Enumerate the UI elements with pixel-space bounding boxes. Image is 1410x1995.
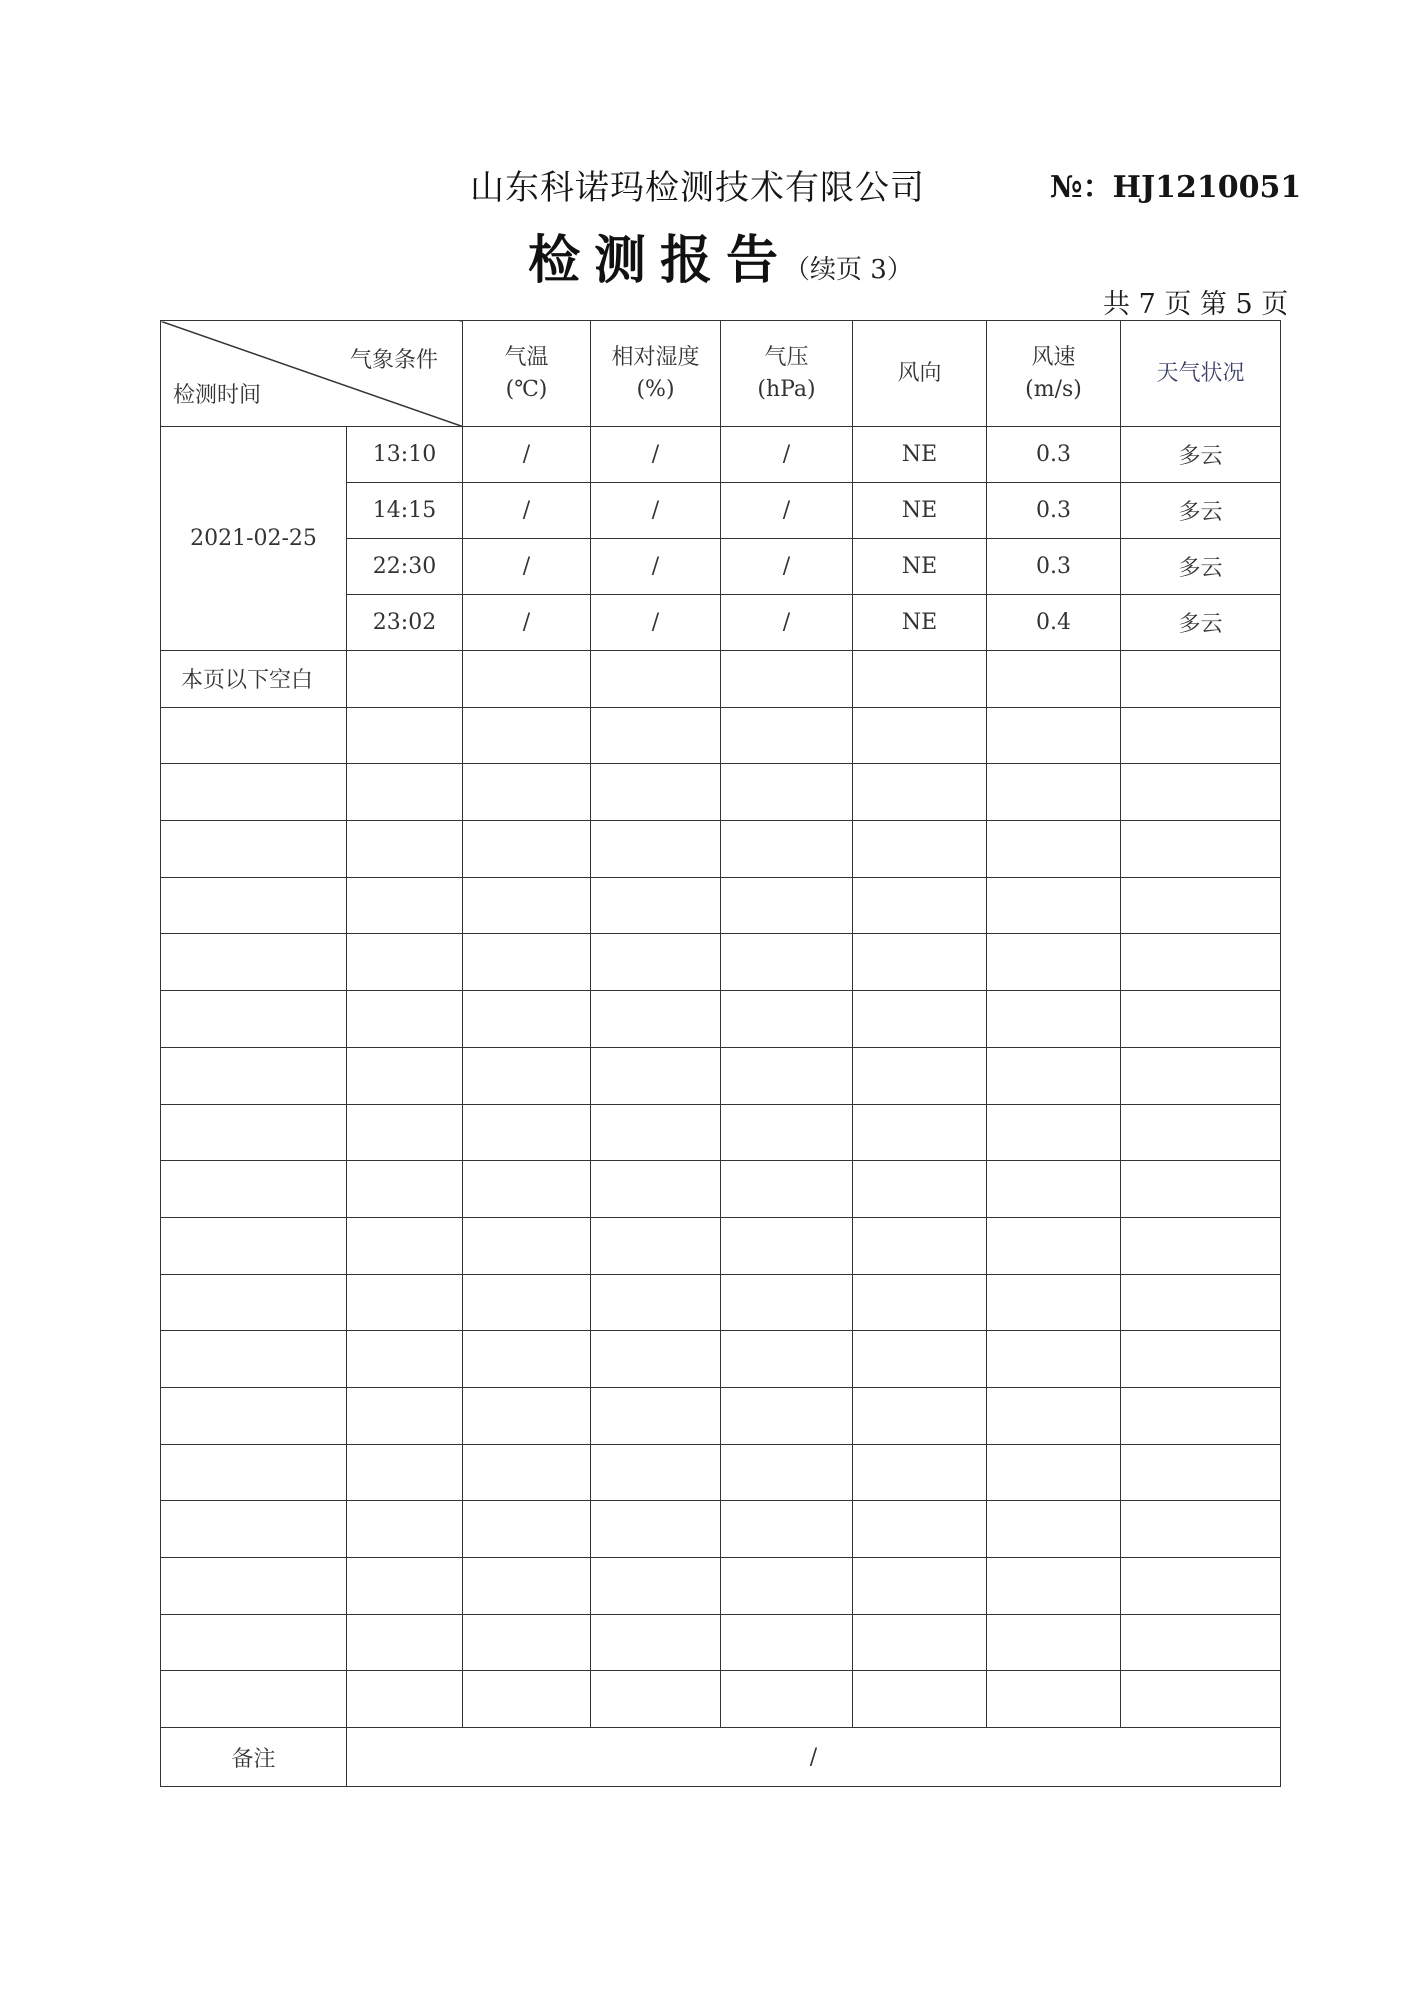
- blank-cell: [721, 1104, 853, 1161]
- blank-cell: [853, 1047, 987, 1104]
- blank-row: [161, 764, 1281, 821]
- pressure-cell: /: [721, 539, 853, 595]
- blank-cell: [591, 1501, 721, 1558]
- blank-cell: [853, 707, 987, 764]
- header-wind-speed-name: 风速: [1031, 344, 1076, 370]
- blank-cell: [463, 1274, 591, 1331]
- blank-cell: [347, 1501, 463, 1558]
- blank-cell: [591, 764, 721, 821]
- humidity-cell: /: [591, 595, 721, 651]
- blank-cell: [721, 821, 853, 878]
- blank-cell: [1121, 821, 1281, 878]
- blank-cell: [347, 1217, 463, 1274]
- blank-cell: [721, 877, 853, 934]
- header-humidity-name: 相对湿度: [611, 344, 700, 370]
- blank-cell: [853, 1331, 987, 1388]
- blank-cell: [853, 1274, 987, 1331]
- blank-cell: [463, 934, 591, 991]
- time-cell: 22:30: [347, 539, 463, 595]
- blank-cell: [591, 651, 721, 708]
- blank-cell: [987, 1047, 1121, 1104]
- wind-dir-cell: NE: [853, 539, 987, 595]
- wind-speed-cell: 0.3: [987, 539, 1121, 595]
- blank-cell: [721, 707, 853, 764]
- blank-cell: [347, 1558, 463, 1615]
- weather-cell: 多云: [1121, 427, 1281, 483]
- blank-cell: [161, 1161, 347, 1218]
- blank-cell: [591, 991, 721, 1048]
- blank-cell: [463, 1047, 591, 1104]
- blank-cell: [591, 1104, 721, 1161]
- header-wind-dir: [853, 321, 987, 427]
- page-info: 共 7 页 第 5 页: [1103, 289, 1289, 320]
- report-number-label: №：: [1050, 170, 1113, 205]
- blank-cell: [347, 764, 463, 821]
- blank-row: [161, 934, 1281, 991]
- blank-cell: [721, 764, 853, 821]
- blank-row: [161, 1217, 1281, 1274]
- blank-cell: [853, 821, 987, 878]
- blank-cell: [591, 1217, 721, 1274]
- blank-cell: [721, 1331, 853, 1388]
- blank-cell: [347, 877, 463, 934]
- blank-note-cell: 本页以下空白: [161, 651, 347, 708]
- blank-cell: [987, 1104, 1121, 1161]
- header-temp-name: 气温: [504, 344, 549, 370]
- blank-cell: [161, 1558, 347, 1615]
- blank-cell: [591, 707, 721, 764]
- blank-cell: [853, 1387, 987, 1444]
- blank-cell: [161, 707, 347, 764]
- blank-cell: [161, 1387, 347, 1444]
- weather-cell: 多云: [1121, 595, 1281, 651]
- humidity-cell: /: [591, 427, 721, 483]
- blank-cell: [721, 934, 853, 991]
- blank-row: [161, 1331, 1281, 1388]
- blank-cell: [987, 1671, 1121, 1728]
- temp-cell: /: [463, 539, 591, 595]
- blank-cell: [161, 934, 347, 991]
- header-wind-speed: [987, 321, 1121, 427]
- blank-cell: [463, 877, 591, 934]
- blank-cell: [987, 821, 1121, 878]
- pressure-cell: /: [721, 483, 853, 539]
- blank-cell: [591, 1558, 721, 1615]
- blank-cell: [161, 821, 347, 878]
- blank-cell: [161, 1104, 347, 1161]
- blank-cell: [1121, 1217, 1281, 1274]
- header-temp-unit: (℃): [505, 376, 548, 402]
- blank-cell: [591, 877, 721, 934]
- blank-cell: [463, 1501, 591, 1558]
- blank-cell: [853, 1217, 987, 1274]
- blank-cell: [591, 1161, 721, 1218]
- wind-speed-cell: 0.3: [987, 427, 1121, 483]
- blank-row: [161, 1387, 1281, 1444]
- header-weather: [1121, 321, 1281, 427]
- blank-cell: [1121, 877, 1281, 934]
- blank-cell: [463, 821, 591, 878]
- remark-value: /: [347, 1728, 1281, 1787]
- blank-row: [161, 1614, 1281, 1671]
- blank-cell: [721, 1217, 853, 1274]
- blank-row: [161, 877, 1281, 934]
- corner-bottom-label: 检测时间: [173, 383, 262, 408]
- blank-cell: [721, 1671, 853, 1728]
- blank-row: [161, 1274, 1281, 1331]
- blank-cell: [853, 1161, 987, 1218]
- time-cell: 14:15: [347, 483, 463, 539]
- blank-cell: [347, 1104, 463, 1161]
- date-cell: 2021-02-25: [161, 427, 347, 651]
- blank-cell: [987, 877, 1121, 934]
- wind-speed-cell: 0.3: [987, 483, 1121, 539]
- blank-cell: [721, 651, 853, 708]
- corner-cell: [161, 321, 463, 427]
- header-pressure-unit: (hPa): [757, 376, 816, 402]
- blank-cell: [721, 991, 853, 1048]
- blank-cell: [987, 1558, 1121, 1615]
- blank-cell: [347, 1671, 463, 1728]
- blank-cell: [347, 991, 463, 1048]
- blank-cell: [463, 1331, 591, 1388]
- blank-cell: [161, 1047, 347, 1104]
- blank-cell: [721, 1558, 853, 1615]
- blank-cell: [987, 1217, 1121, 1274]
- blank-cell: [853, 651, 987, 708]
- table-row: [161, 427, 1281, 483]
- blank-cell: [1121, 1558, 1281, 1615]
- company-name: 山东科诺玛检测技术有限公司: [470, 168, 925, 208]
- blank-cell: [591, 1614, 721, 1671]
- weather-table: [160, 320, 1281, 1787]
- blank-cell: [347, 707, 463, 764]
- wind-dir-cell: NE: [853, 483, 987, 539]
- blank-row: [161, 1444, 1281, 1501]
- blank-cell: [1121, 651, 1281, 708]
- blank-cell: [463, 651, 591, 708]
- blank-cell: [987, 1501, 1121, 1558]
- header-temp: [463, 321, 591, 427]
- blank-cell: [721, 1274, 853, 1331]
- blank-cell: [591, 1387, 721, 1444]
- blank-cell: [721, 1444, 853, 1501]
- header-weather-name: 天气状况: [1156, 360, 1245, 386]
- blank-cell: [853, 1614, 987, 1671]
- header-humidity-unit: (%): [636, 376, 675, 402]
- blank-cell: [591, 1047, 721, 1104]
- report-number: [1050, 162, 1301, 206]
- blank-cell: [347, 1274, 463, 1331]
- blank-row: [161, 707, 1281, 764]
- blank-cell: [987, 991, 1121, 1048]
- blank-cell: [1121, 1047, 1281, 1104]
- blank-cell: [987, 934, 1121, 991]
- blank-cell: [1121, 764, 1281, 821]
- blank-row: [161, 991, 1281, 1048]
- blank-cell: [161, 1671, 347, 1728]
- pressure-cell: /: [721, 595, 853, 651]
- blank-cell: [463, 1217, 591, 1274]
- report-title-text: 检测报告: [528, 230, 793, 291]
- wind-dir-cell: NE: [853, 595, 987, 651]
- blank-cell: [161, 1217, 347, 1274]
- blank-cell: [591, 934, 721, 991]
- blank-row: [161, 1104, 1281, 1161]
- weather-cell: 多云: [1121, 539, 1281, 595]
- blank-cell: [347, 1331, 463, 1388]
- humidity-cell: /: [591, 539, 721, 595]
- blank-cell: [347, 821, 463, 878]
- blank-cell: [987, 764, 1121, 821]
- blank-row: [161, 1501, 1281, 1558]
- blank-cell: [463, 1387, 591, 1444]
- blank-cell: [987, 651, 1121, 708]
- report-number-value: HJ1210051: [1112, 170, 1302, 205]
- blank-row: [161, 1558, 1281, 1615]
- remark-label: 备注: [161, 1728, 347, 1787]
- humidity-cell: /: [591, 483, 721, 539]
- blank-cell: [591, 1274, 721, 1331]
- temp-cell: /: [463, 483, 591, 539]
- blank-cell: [161, 1501, 347, 1558]
- temp-cell: /: [463, 595, 591, 651]
- blank-cell: [347, 1387, 463, 1444]
- time-cell: 23:02: [347, 595, 463, 651]
- blank-cell: [1121, 1671, 1281, 1728]
- blank-cell: [1121, 1501, 1281, 1558]
- blank-cell: [1121, 934, 1281, 991]
- blank-cell: [853, 877, 987, 934]
- blank-cell: [1121, 707, 1281, 764]
- blank-cell: [853, 1671, 987, 1728]
- header-wind-dir-name: 风向: [897, 360, 942, 386]
- report-title-suffix: （续页 3）: [784, 255, 913, 285]
- blank-cell: [853, 1558, 987, 1615]
- blank-cell: [721, 1501, 853, 1558]
- blank-cell: [987, 1331, 1121, 1388]
- wind-speed-cell: 0.4: [987, 595, 1121, 651]
- blank-cell: [721, 1387, 853, 1444]
- blank-cell: [463, 707, 591, 764]
- report-title: [528, 218, 913, 293]
- blank-cell: [347, 1614, 463, 1671]
- temp-cell: /: [463, 427, 591, 483]
- blank-cell: [1121, 991, 1281, 1048]
- blank-cell: [161, 1274, 347, 1331]
- blank-cell: [1121, 1614, 1281, 1671]
- header-humidity: [591, 321, 721, 427]
- header-pressure-name: 气压: [764, 344, 809, 370]
- blank-cell: [161, 764, 347, 821]
- blank-cell: [1121, 1161, 1281, 1218]
- blank-note-row: [161, 651, 1281, 708]
- blank-cell: [1121, 1274, 1281, 1331]
- blank-cell: [463, 1558, 591, 1615]
- blank-cell: [591, 821, 721, 878]
- wind-dir-cell: NE: [853, 427, 987, 483]
- blank-cell: [463, 1671, 591, 1728]
- remark-row: [161, 1728, 1281, 1787]
- blank-cell: [161, 877, 347, 934]
- corner-top-label: 气象条件: [349, 348, 438, 373]
- blank-cell: [853, 764, 987, 821]
- blank-cell: [347, 1161, 463, 1218]
- blank-row: [161, 821, 1281, 878]
- blank-cell: [987, 1444, 1121, 1501]
- pressure-cell: /: [721, 427, 853, 483]
- blank-cell: [721, 1161, 853, 1218]
- blank-cell: [463, 1161, 591, 1218]
- blank-cell: [987, 1161, 1121, 1218]
- blank-cell: [591, 1671, 721, 1728]
- table-header-row: [161, 321, 1281, 427]
- blank-cell: [987, 1274, 1121, 1331]
- blank-cell: [463, 991, 591, 1048]
- blank-cell: [987, 707, 1121, 764]
- blank-row: [161, 1047, 1281, 1104]
- blank-cell: [987, 1614, 1121, 1671]
- blank-cell: [1121, 1444, 1281, 1501]
- blank-cell: [853, 934, 987, 991]
- blank-row: [161, 1671, 1281, 1728]
- blank-cell: [161, 1331, 347, 1388]
- blank-cell: [1121, 1104, 1281, 1161]
- blank-cell: [347, 934, 463, 991]
- blank-cell: [463, 1104, 591, 1161]
- time-cell: 13:10: [347, 427, 463, 483]
- blank-cell: [347, 651, 463, 708]
- weather-cell: 多云: [1121, 483, 1281, 539]
- header-wind-speed-unit: (m/s): [1025, 376, 1082, 402]
- blank-cell: [591, 1331, 721, 1388]
- blank-cell: [853, 1104, 987, 1161]
- blank-cell: [1121, 1387, 1281, 1444]
- blank-cell: [161, 1444, 347, 1501]
- blank-cell: [463, 1614, 591, 1671]
- blank-cell: [1121, 1331, 1281, 1388]
- blank-cell: [347, 1444, 463, 1501]
- blank-cell: [853, 991, 987, 1048]
- blank-cell: [161, 991, 347, 1048]
- blank-cell: [347, 1047, 463, 1104]
- blank-cell: [463, 1444, 591, 1501]
- header-pressure: [721, 321, 853, 427]
- blank-cell: [987, 1387, 1121, 1444]
- blank-cell: [853, 1444, 987, 1501]
- blank-cell: [721, 1047, 853, 1104]
- blank-row: [161, 1161, 1281, 1218]
- blank-cell: [591, 1444, 721, 1501]
- blank-cell: [853, 1501, 987, 1558]
- blank-cell: [463, 764, 591, 821]
- blank-cell: [721, 1614, 853, 1671]
- blank-cell: [161, 1614, 347, 1671]
